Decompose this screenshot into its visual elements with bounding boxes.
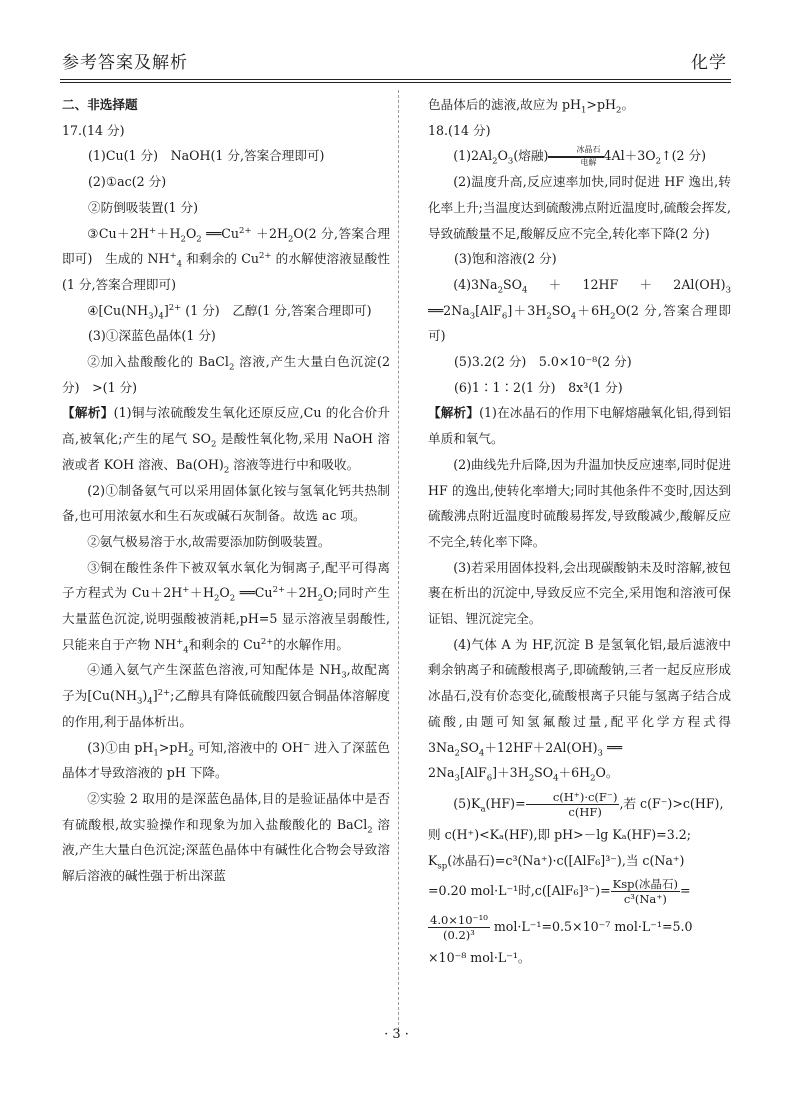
column-divider: [398, 90, 399, 1030]
analysis-line: 则 c(H⁺)<Kₐ(HF),即 pH>－lg Kₐ(HF)=3.2;: [428, 826, 691, 842]
continued-text: 色晶体后的滤液,故应为 $pH_1>pH_2$。: [428, 97, 635, 116]
header-rule: [60, 79, 731, 80]
q18-heading: 18.(14 分): [428, 122, 491, 138]
analysis-line: $K_{sp}$(冰晶石)=c³(Na⁺)·c([AlF₆]³⁻),当 c(Na⁺): [428, 852, 685, 872]
answer-line: (1)Cu(1 分) NaOH(1 分,答案合理即可): [88, 148, 325, 164]
page-number: · 3 ·: [384, 1027, 409, 1042]
analysis-paragraph: 【解析】(1)铜与浓硫酸发生氧化还原反应,Cu 的化合价升高,被氧化;产生的尾气 $SO_2$ 是酸性氧化物,采用 NaOH 溶液或者 KOH 溶液、$Ba(OH)_2$ 溶液等进行中和吸收。: [62, 405, 391, 476]
fraction: $\frac{\text{4.0×10⁻¹⁰}}{\text{(0.2)³}}$: [430, 913, 488, 943]
analysis-paragraph: (3)若采用固体投料,会出现碳酸钠未及时溶解,被包裹在析出的沉淀中,导致反应不完全,采用饱和溶液可保证铝、锂沉淀完全。: [428, 559, 731, 627]
header-subject: 化学: [691, 53, 727, 73]
analysis-paragraph: (2)①制备氨气可以采用固体氯化铵与氢氧化钙共热制备,也可用浓氨水和生石灰或碱石灰制备。故选 ac 项。: [62, 482, 390, 524]
analysis-line: =0.20 mol·L⁻¹时,c([AlF₆]³⁻)= $\frac{\text{Ksp(冰晶石)}}{\text{c³(Na⁺)}}$ =: [428, 877, 691, 907]
fraction: $\frac{c(H^+)\cdot c(F^-)}{c(HF)}$: [526, 790, 620, 819]
right-column: [428, 92, 731, 971]
answer-line: $④[Cu(NH_3)_4]^{2+}$ (1 分) 乙醇(1 分,答案合理即可): [87, 302, 372, 322]
reaction-condition: 冰晶石 电解: [548, 145, 603, 168]
answer-line: (3)①深蓝色晶体(1 分): [88, 328, 216, 344]
answer-line: (3)饱和溶液(2 分): [454, 251, 557, 267]
fraction: $\frac{\text{Ksp(冰晶石)}}{\text{c³(Na⁺)}}$: [612, 877, 678, 907]
analysis-paragraph: 【解析】(1)在冰晶石的作用下电解熔融氧化铝,得到铝单质和氧气。: [428, 405, 732, 447]
left-column: [62, 92, 390, 889]
header-title: 参考答案及解析: [62, 53, 188, 73]
answer-line: (2)①ac(2 分): [88, 174, 167, 190]
analysis-paragraph: (3)①由 $pH_1>pH_2$ 可知,溶液中的 OH− 进入了深蓝色晶体才导致溶液的 pH 下降。: [62, 739, 391, 781]
analysis-line: $\frac{\text{4.0×10⁻¹⁰}}{\text{(0.2)³}}$ mol·L⁻¹=0.5×10⁻⁷ mol·L⁻¹=5.0: [430, 913, 693, 943]
answer-line: ②加入盐酸酸化的 BaCl$_2$ 溶液,产生大量白色沉淀(2 分) >(1 分): [62, 354, 390, 395]
answer-line: (2)温度升高,反应速率加快,同时促进 HF 逸出,转化率上升;当温度达到硫酸沸点附近温度时,硫酸会挥发,导致硫酸量不足,酸解反应不完全,转化率下降(2 分): [428, 174, 731, 241]
analysis-paragraph: $(5)K_a(HF)=$ $\frac{c(H^+)\cdot c(F^-)}{c(HF)}$ ,若 c(F⁻)>c(HF),: [453, 789, 724, 819]
analysis-paragraph: ③铜在酸性条件下被双氧水氧化为铜离子,配平可得离子方程式为 $Cu+2H^++H_2O_2$ $══Cu^{2+}+2H_2O$;同时产生大量蓝色沉淀,说明强酸被消耗,pH=5 显示溶液呈弱酸性,只能来自于产物 $NH^+_4$和剩余的 $Cu^{2+}$的水解作用。: [62, 559, 391, 656]
answer-line: ②防倒吸装置(1 分): [88, 199, 198, 215]
analysis-paragraph: (4)气体 A 为 HF,沉淀 B 是氢氧化铝,最后滤液中剩余钠离子和硫酸根离子,即硫酸钠,三者一起反应形成冰晶石,没有价态变化,硫酸根离子只能与氢离子结合成硫酸,由题可知氢氟酸过量,配平化学方程式得 $3Na_2SO_4+12HF+2Al(OH)_3$ ══ $2Na_3[AlF_6]+3H_2SO_4+6H_2O$。: [428, 636, 731, 784]
analysis-paragraph: ④通入氨气产生深蓝色溶液,可知配体是 $NH_3$,故配离子为$[Cu(NH_3)_4]^{2+}$;乙醇具有降低硫酸四氨合铜晶体溶解度的作用,利于晶体析出。: [62, 662, 391, 729]
analysis-paragraph: ②氨气极易溶于水,故需要添加防倒吸装置。: [87, 533, 331, 549]
analysis-paragraph: (2)曲线先升后降,因为升温加快反应速率,同时促进 HF 的逸出,使转化率增大;同时其他条件不变时,因达到硫酸沸点附近温度时硫酸易挥发,导致酸减少,酸解反应不完全,转化率下降。: [428, 456, 731, 549]
answer-line: $③Cu+2H^++H_2O_2$ $══Cu^{2+} +2H_2O(2$ 分,答案合理即可) 生成的 $NH^+_4$ 和剩余的 $Cu^{2+}$ 的水解使溶液显酸性(1 分,答案合理即可): [62, 225, 391, 292]
answer-line: $(4)3Na_2SO_4+12HF+2Al(OH)_3$ $══2Na_3[AlF_6]+3H_2SO_4+6H_2O(2$ 分,答案合理即可): [428, 276, 731, 344]
analysis-paragraph: ②实验 2 取用的是深蓝色晶体,目的是验证晶体中是否有硫酸根,故实验操作和现象为加入盐酸酸化的 BaCl$_2$ 溶液,产生大量白色沉淀;深蓝色晶体中有碱性化合物会导致溶解后溶液的碱性强于析出深蓝: [62, 790, 390, 884]
answer-line: (5)3.2(2 分) 5.0×10⁻⁸(2 分): [454, 354, 632, 370]
analysis-line: ×10⁻⁸ mol·L⁻¹。: [428, 950, 531, 966]
answer-line: (6)1∶1∶2(1 分) 8x³(1 分): [454, 379, 623, 395]
answer-line: $(1)2Al_2O_3$(熔融) 冰晶石 电解 $4Al+3O_2↑(2$ 分): [453, 145, 707, 168]
header-rule-thin: [60, 82, 731, 83]
q17-heading: 17.(14 分): [62, 122, 125, 138]
section-title: 二、非选择题: [62, 97, 138, 112]
